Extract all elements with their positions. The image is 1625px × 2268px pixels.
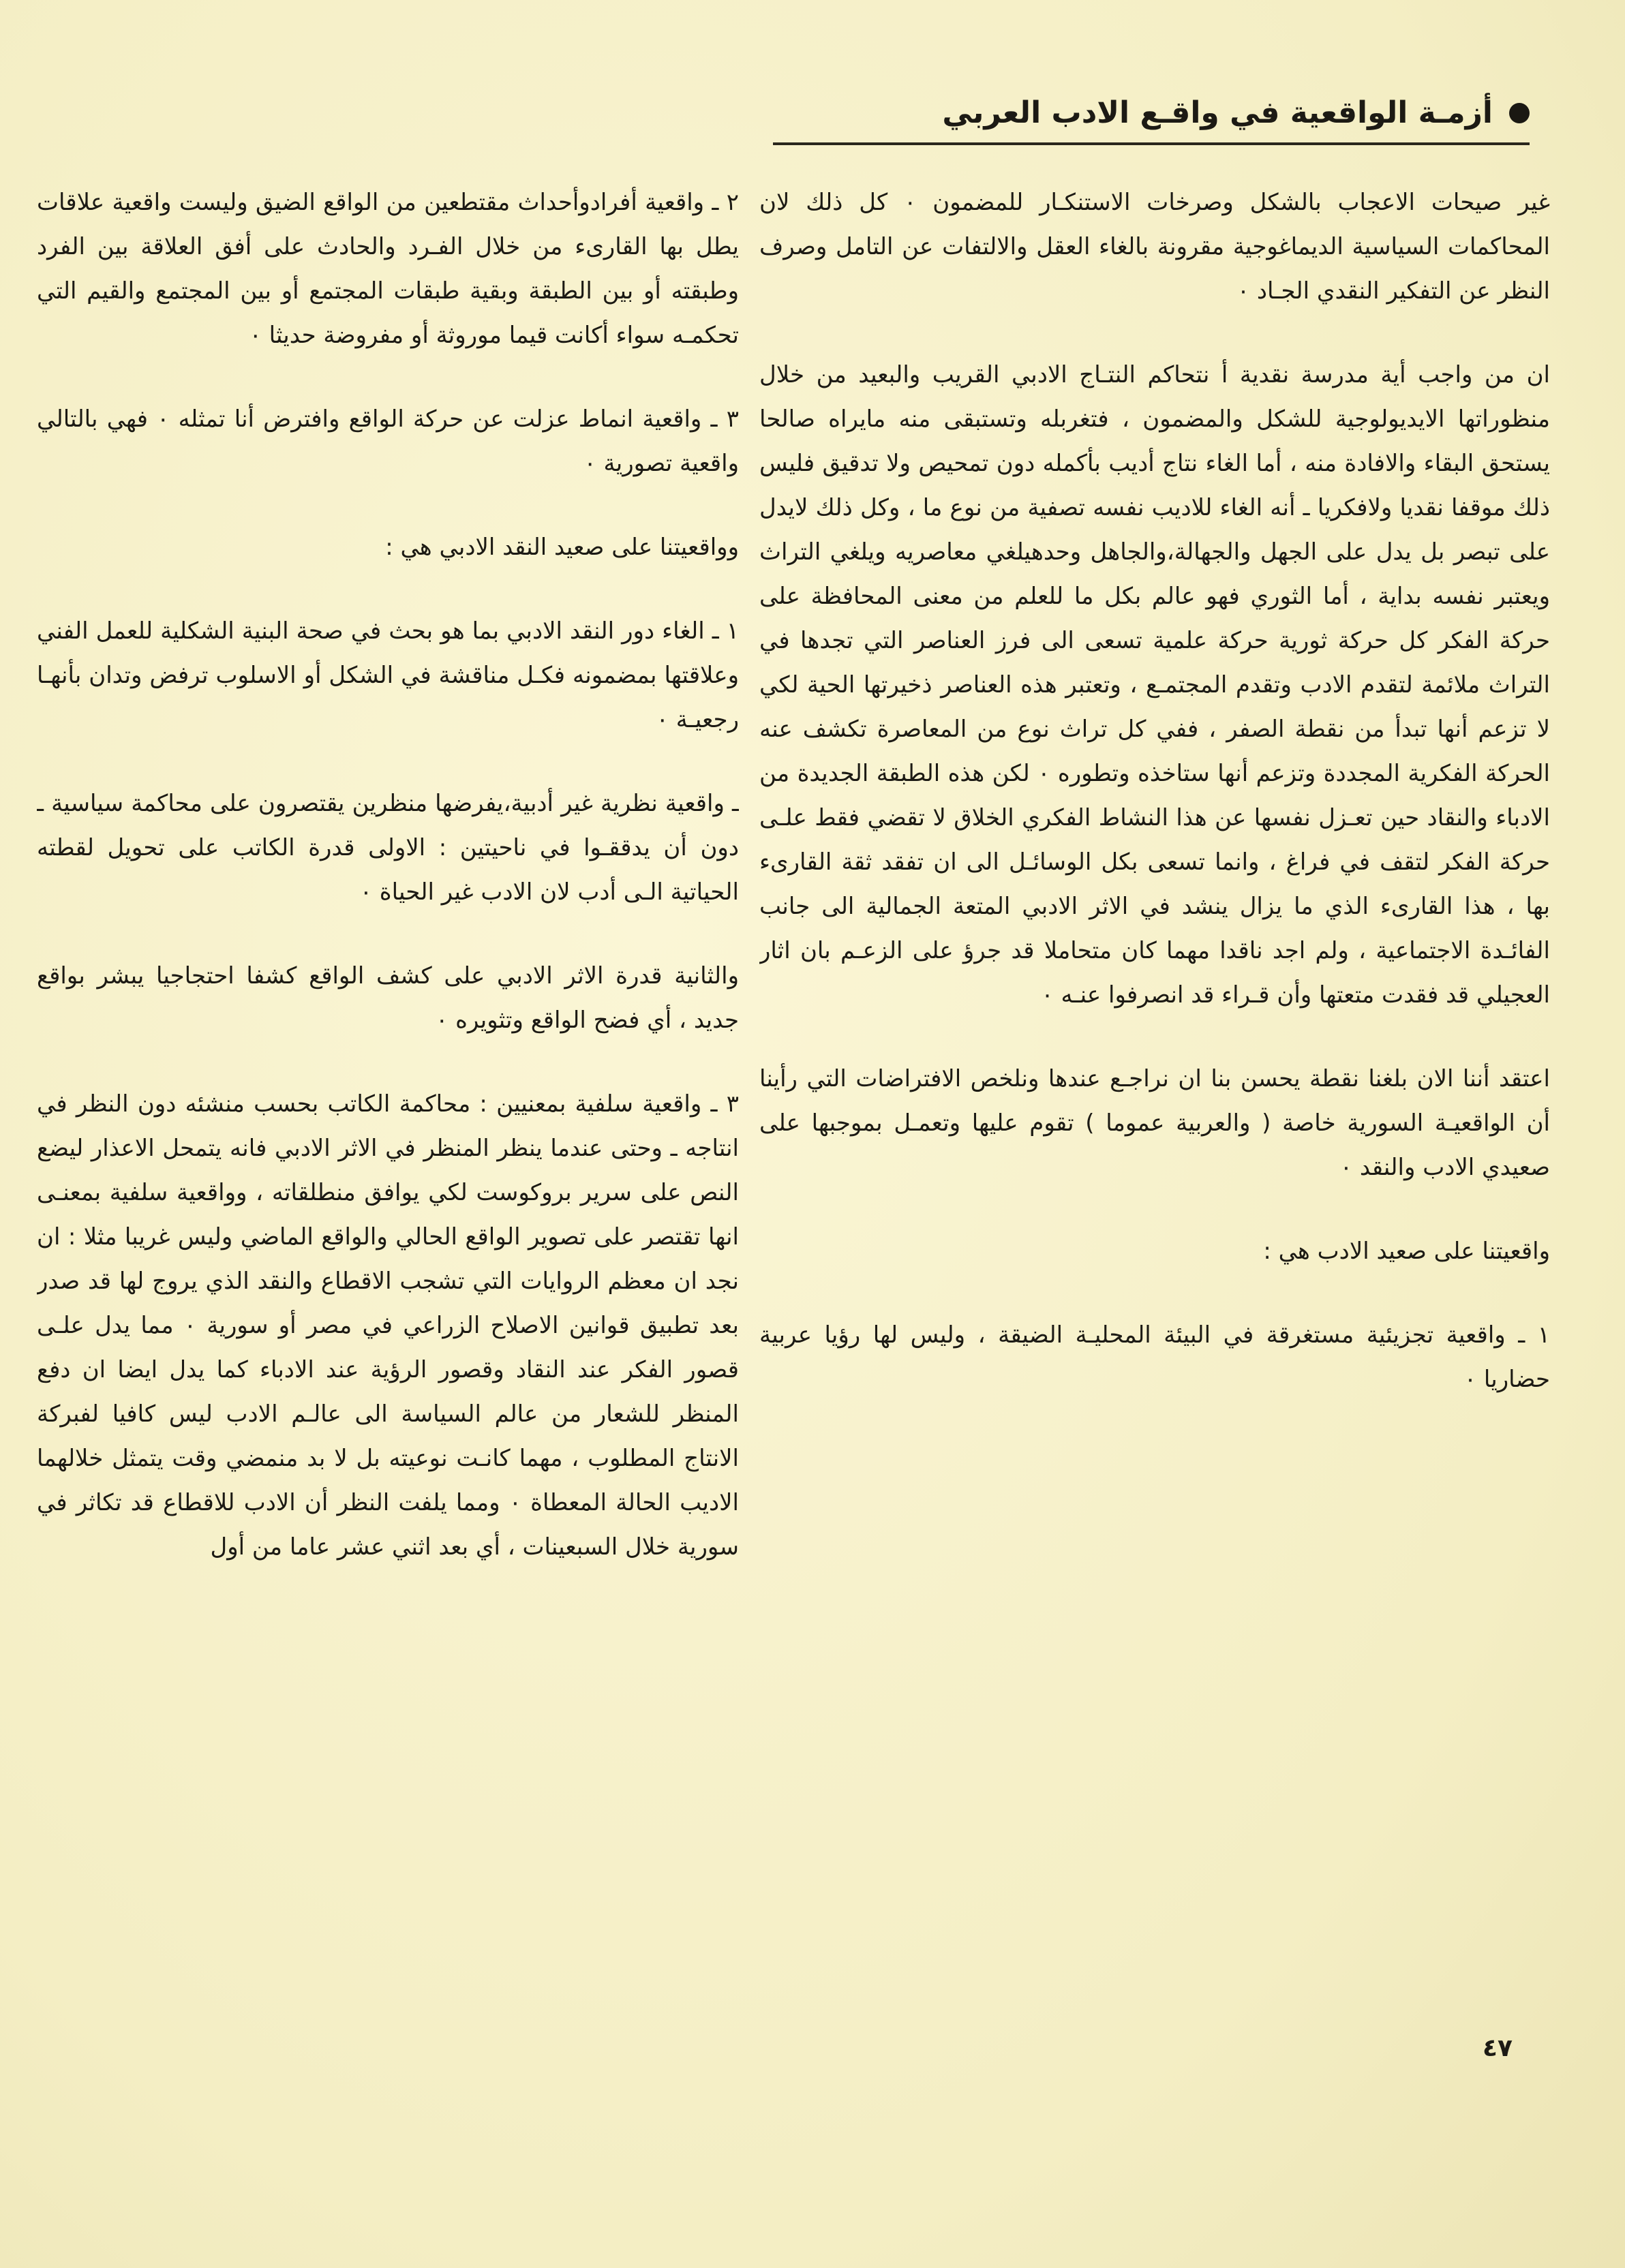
- left-column: [37, 181, 739, 2143]
- paragraph: غير صيحات الاعجاب بالشكل وصرخات الاستنكـار للمضمون ٠ كل ذلك لان المحاكمات السياسية الديماغوجية مقرونة بالغاء العقل والالتفات عن التامل وصرف النظر عن التفكير النقدي الجـاد ٠: [759, 189, 1550, 305]
- paragraph: ان من واجب أية مدرسة نقدية أ نتحاكم النتـاج الادبي القريب والبعيد من خلال منظوراتها الايديولوجية للشكل والمضمون ، فتغربله وتستبقى منه مايراه صالحا يستحق البقاء والافادة منه ، أما الغاء نتاج أديب بأكمله دون تمحيص ولا تدقيق فليس ذلك موقفا نقديا ولافكريا ـ أنه الغاء للاديب نفسه تصفية من نوع ما ، وكل ذلك لايدل على تبصر بل يدل على الجهل والجهالة،والجاهل وحدهيلغي معاصريه ويلغي التراث ويعتبر نفسه بداية ، أما الثوري فهو عالم بكل ما للعلم من معنى المحافظة على حركة الفكر كل حركة ثورية حركة علمية تسعى الى فرز العناصر التي تجدها في التراث ملائمة لتقدم الادب وتقدم المجتمـع ، وتعتبر هذه العناصر ذخيرتها الحية لكي لا تزعم أنها تبدأ من نقطة الصفر ، ففي كل تراث نوع من المعاصرة تكشف عنه الحركة الفكرية المجددة وتزعم أنها ستاخذه وتطوره ٠ لكن هذه الطبقة الجديدة من الادباء والنقاد حين تعـزل نفسها عن هذا النشاط الفكري الخلاق لا تقضي فقط علـى حركة الفكر لتقف في فراغ ، وانما تسعى بكل الوسائـل الى ان تفقد ثقة القارىء بها ، هذا القارىء الذي ما يزال ينشد في الاثر الادبي المتعة الجمالية الى جانب الفائـدة الاجتماعية ، ولم اجد ناقدا مهما كان متحاملا قد جرؤ على الزعـم بان اثار العجيلي قد فقدت متعتها وأن قـراء قد انصرفوا عنـه ٠: [759, 361, 1550, 1009]
- paragraph: ٢ ـ واقعية أفرادوأحداث مقتطعين من الواقع الضيق وليست واقعية علاقات يطل بها القارىء من خلال الفـرد والحادث على أفق العلاقة بين الفرد وطبقته أو بين الطبقة وبقية طبقات المجتمع أو بين المجتمع والقيم التي تحكمـه سواء أكانت قيما موروثة أو مفروضة حديثا ٠: [37, 189, 739, 349]
- paragraph: ٣ ـ واقعية سلفية بمعنيين : محاكمة الكاتب بحسب منشئه دون النظر في انتاجه ـ وحتى عندما ينظر المنظر في الاثر الادبي فانه يتمحل الاعذار ليضع النص على سرير بروكوست لكي يوافق منطلقاته ، وواقعية سلفية بمعنـى انها تقتصر على تصوير الواقع الحالي والواقع الماضي وليس غريبا مثلا : ان نجد ان معظم الروايات التي تشجب الاقطاع والنقد الذي يروج لها قد صدر بعد تطبيق قوانين الاصلاح الزراعي في مصر أو سورية ٠ مما يدل علـى قصور الفكر عند النقاد وقصور الرؤية عند الادباء كما يدل ايضا ان دفع المنظر للشعار من عالم السياسة الى عالـم الادب ليس كافيا لفبركة الانتاج المطلوب ، مهما كانـت نوعيته بل لا بد منمضي وقت يتمثل خلالهما الاديب الحالة المعطاة ٠ ومما يلفت النظر أن الادب للاقطاع قد تكاثر في سورية خلال السبعينات ، أي بعد اثني عشر عاما من أول: [37, 1090, 739, 1561]
- paragraph: اعتقد أننا الان بلغنا نقطة يحسن بنا ان نراجـع عندها ونلخص الافتراضات التي رأينا أن الواقعيـة السورية خاصة ( والعربية عموما ) تقوم عليها وتعمـل بموجبها على صعيدي الادب والنقد ٠: [759, 1065, 1550, 1181]
- paragraph: واقعيتنا على صعيد الادب هي :: [1263, 1238, 1550, 1265]
- paragraph: والثانية قدرة الاثر الادبي على كشف الواقع كشفا احتجاجيا يبشر بواقع جديد ، أي فضح الواقع وتثويره ٠: [37, 962, 739, 1034]
- paragraph: ـ واقعية نظرية غير أدبية،يفرضها منظرين يقتصرون على محاكمة سياسية ـ دون أن يدققـوا في ناحيتين : الاولى قدرة الكاتب على تحويل لقطته الحياتية الـى أدب لان الادب غير الحياة ٠: [37, 790, 739, 906]
- paragraph: ١ ـ الغاء دور النقد الادبي بما هو بحث في صحة البنية الشكلية للعمل الفني وعلاقتها بمضمونه فكـل مناقشة في الشكل أو الاسلوب ترفض وتدان بأنهـا رجعيـة ٠: [37, 617, 739, 733]
- page-number: ٤٧: [1483, 2034, 1513, 2062]
- right-column: [759, 181, 1550, 2143]
- article-header: [773, 95, 1530, 145]
- paragraph: ١ ـ واقعية تجزيئية مستغرقة في البيئة المحليـة الضيقة ، وليس لها رؤيا عربية حضاريا ٠: [759, 1321, 1550, 1393]
- paragraph: ٣ ـ واقعية انماط عزلت عن حركة الواقع وافترض أنا تمثله ٠ فهي بالتالي واقعية تصورية ٠: [37, 405, 739, 477]
- article-title: أزمـة الواقعية في واقـع الادب العربي: [942, 95, 1493, 130]
- bullet-icon: [1509, 103, 1530, 123]
- paragraph: وواقعيتنا على صعيد النقد الادبي هي :: [385, 534, 739, 561]
